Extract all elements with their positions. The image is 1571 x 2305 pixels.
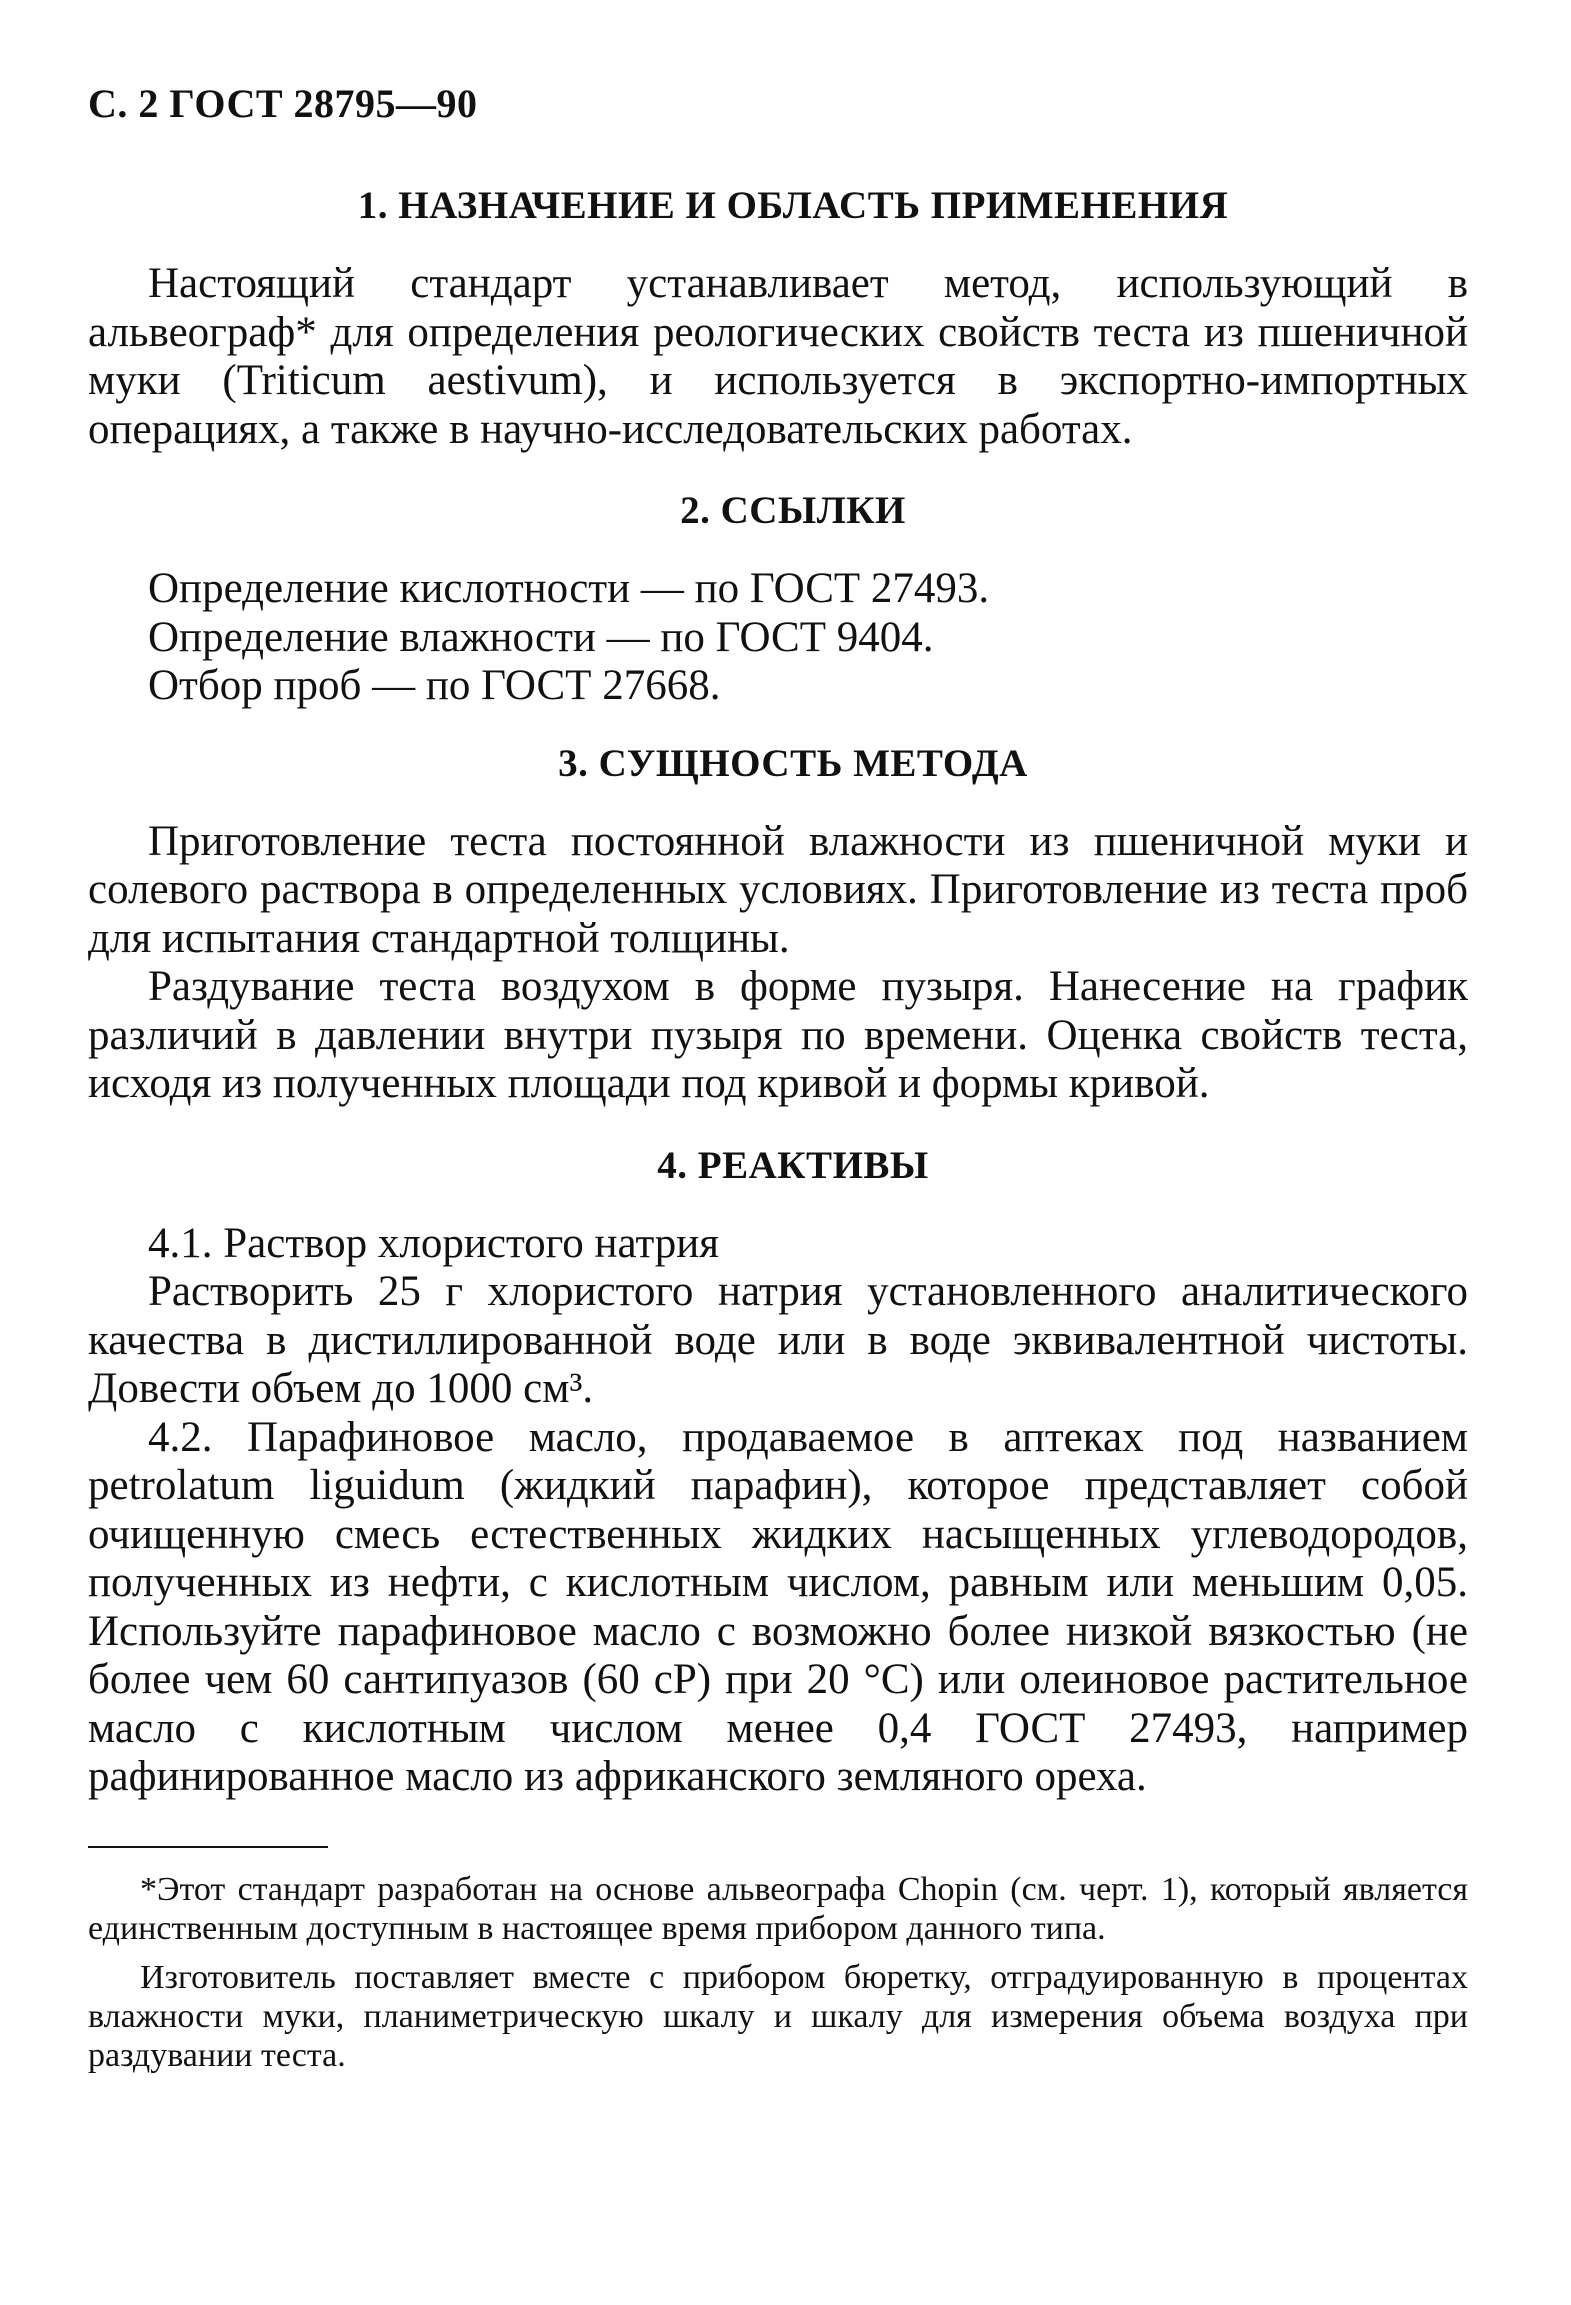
running-head: С. 2 ГОСТ 28795—90 bbox=[88, 81, 478, 126]
section-reagents bbox=[88, 1143, 1468, 1802]
paragraph: Приготовление теста постоянной влажности из пшеничной муки и солевого раствора в определенных условиях. Приготовление из теста проб для испытания стандартной толщины. bbox=[88, 817, 1468, 962]
section-heading: 1. НАЗНАЧЕНИЕ И ОБЛАСТЬ ПРИМЕНЕНИЯ bbox=[357, 184, 1229, 227]
section-heading: 4. РЕАКТИВЫ bbox=[657, 1143, 929, 1187]
footnote-divider bbox=[88, 1846, 328, 1848]
document-page bbox=[88, 80, 1468, 2085]
reference-line: Отбор проб — по ГОСТ 27668. bbox=[148, 662, 721, 709]
section-purpose bbox=[88, 183, 1468, 454]
references-list bbox=[88, 565, 1468, 711]
paragraph: 4.2. Парафиновое масло, продаваемое в аптеках под названием petrolatum liguidum (жидкий парафин), которое представляет собой очищенную смесь естественных жидких насыщенных углеводородов, полученных из нефти, с кислотным числом, равным или меньшим 0,05. Используйте парафиновое масло с возможно более низкой вязкостью (не более чем 60 сантипуазов (60 cP) при 20 °С) или олеиновое растительное масло с кислотным числом менее 0,4 ГОСТ 27493, например рафинированное масло из африканского земляного ореха. bbox=[88, 1413, 1468, 1800]
paragraph: Настоящий стандарт устанавливает метод, использующий в альвеограф* для определения реологических свойств теста из пшеничной муки (Triticum aestivum), и используется в экспортно-импортных операциях, а также в научно-исследовательских работах. bbox=[88, 260, 1468, 453]
footnotes bbox=[88, 1870, 1468, 2075]
paragraph: Растворить 25 г хлористого натрия установленного аналитического качества в дистиллированной воде или в воде эквивалентной чистоты. Довести объем до 1000 см³. bbox=[88, 1268, 1468, 1412]
paragraph: 4.1. Раствор хлористого натрия bbox=[148, 1219, 720, 1267]
reference-line: Определение влажности — по ГОСТ 9404. bbox=[148, 613, 934, 661]
section-references bbox=[88, 488, 1468, 711]
section-heading: 3. СУЩНОСТЬ МЕТОДА bbox=[558, 741, 1028, 785]
footnote: Изготовитель поставляет вместе с прибором бюретку, отградуированную в процентах влажности муки, планиметрическую шкалу и шкалу для измерения объема воздуха при раздувании теста. bbox=[88, 1958, 1468, 2074]
footnote: *Этот стандарт разработан на основе альвеографа Chopin (см. черт. 1), который является единственным доступным в настоящее время прибором данного типа. bbox=[88, 1870, 1468, 1947]
paragraph: Раздувание теста воздухом в форме пузыря. Нанесение на график различий в давлении внутри пузыря по времени. Оценка свойств теста, исходя из полученных площади под кривой и формы кривой. bbox=[88, 963, 1468, 1107]
section-heading: 2. ССЫЛКИ bbox=[680, 489, 906, 532]
reference-line: Определение кислотности — по ГОСТ 27493. bbox=[148, 565, 990, 612]
section-method-essence bbox=[88, 741, 1468, 1109]
